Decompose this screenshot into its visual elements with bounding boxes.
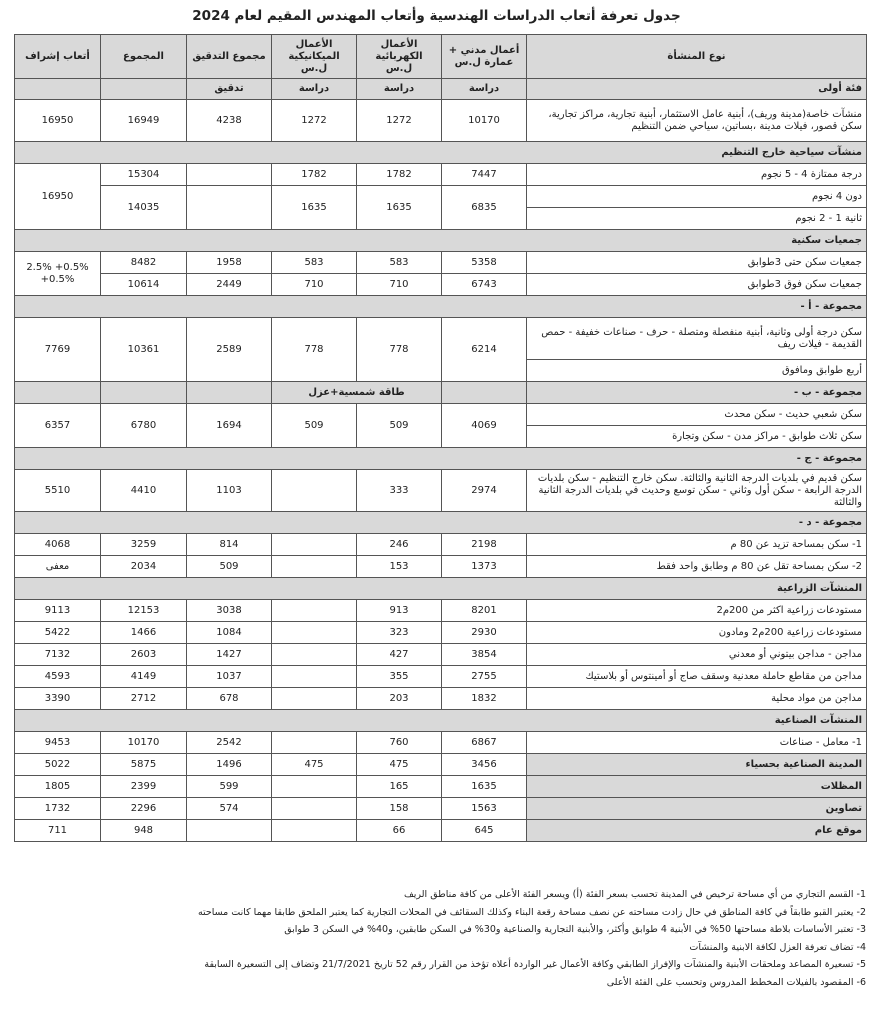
type-cell: درجة ممتازة 4 - 5 نجوم — [527, 164, 867, 186]
elec-cell: 913 — [357, 600, 442, 622]
total-cell: 2712 — [101, 688, 187, 710]
category-row — [15, 230, 867, 252]
total-cell: 10170 — [101, 732, 187, 754]
supervision-cell: 16950 — [15, 100, 101, 142]
supervision-cell: 7769 — [15, 318, 101, 382]
audit-cell — [187, 186, 272, 230]
total-cell: 2603 — [101, 644, 187, 666]
elec-cell: 203 — [357, 688, 442, 710]
mech-cell: 475 — [272, 754, 357, 776]
supervision-cell: 5422 — [15, 622, 101, 644]
table-row — [15, 556, 867, 578]
elec-cell: 1272 — [357, 100, 442, 142]
total-cell: 4149 — [101, 666, 187, 688]
audit-cell: 4238 — [187, 100, 272, 142]
civil-cell: 2974 — [442, 470, 527, 512]
elec-cell: 427 — [357, 644, 442, 666]
supervision-cell: 1805 — [15, 776, 101, 798]
footnote: 1- القسم التجاري من أي مساحة ترخيص في المدينة تحسب بسعر الفئة (أ) ويسعر الفئة الأعلى من كافة مناطق الريف — [403, 889, 866, 900]
supervision-cell: 4068 — [15, 534, 101, 556]
table-row — [15, 186, 867, 208]
mech-cell — [272, 622, 357, 644]
supervision-cell: 16950 — [15, 164, 101, 230]
civil-cell: 1373 — [442, 556, 527, 578]
header-supervision: أتعاب إشراف — [15, 35, 101, 79]
footnotes — [14, 886, 866, 991]
supervision-cell: 0.5%+ 2.5% 0.5%+ — [15, 252, 101, 296]
elec-cell: 710 — [357, 274, 442, 296]
supervision-cell — [15, 382, 101, 404]
type-cell: المظلات — [527, 776, 867, 798]
type-cell: جمعيات سكن فوق 3طوابق — [527, 274, 867, 296]
mech-cell — [272, 644, 357, 666]
civil-cell: 5358 — [442, 252, 527, 274]
type-cell: سكن قديم في بلديات الدرجة الثانية والثالثة. سكن خارج التنظيم - سكن بلديات الدرجة الرابعة - سكن أول وثاني - سكن توسع وحديث في بلديات الدرجة الثانية والثالثة — [527, 470, 867, 512]
civil-cell: دراسة — [442, 79, 527, 100]
elec-cell: 355 — [357, 666, 442, 688]
elec-cell: 778 — [357, 318, 442, 382]
type-cell: سكن ثلاث طوابق - مراكز مدن - سكن وتجارة — [527, 426, 867, 448]
type-cell: المدينة الصناعية بحسياء — [527, 754, 867, 776]
type-cell: مداجن من مقاطع حاملة معدنية وسقف صاج أو أمينتوس أو بلاستيك — [527, 666, 867, 688]
civil-cell: 6743 — [442, 274, 527, 296]
header-row — [15, 35, 867, 79]
total-cell: 5875 — [101, 754, 187, 776]
elec-cell: 246 — [357, 534, 442, 556]
civil-cell: 645 — [442, 820, 527, 842]
audit-cell: 3038 — [187, 600, 272, 622]
header-elec: الأعمال الكهربائية ل.س — [357, 35, 442, 79]
elec-cell: 760 — [357, 732, 442, 754]
table-row — [15, 252, 867, 274]
audit-cell: 814 — [187, 534, 272, 556]
type-cell: أربع طوابق ومافوق — [527, 360, 867, 382]
supervision-cell: معفى — [15, 556, 101, 578]
header-total: المجموع — [101, 35, 187, 79]
table-row — [15, 798, 867, 820]
mech-cell: 1635 — [272, 186, 357, 230]
elec-cell: 153 — [357, 556, 442, 578]
type-cell: مستودعات زراعية 200م2 ومادون — [527, 622, 867, 644]
table-row — [15, 776, 867, 798]
audit-cell: 1694 — [187, 404, 272, 448]
type-cell: موقع عام — [527, 820, 867, 842]
mech-cell — [272, 820, 357, 842]
mech-cell — [272, 688, 357, 710]
footnote: 3- تعتبر الأساسات بلاطة مساحتها 50% في الأبنية 4 طوابق وأكثر، والأبنية التجارية والصناعية و30% في السكن طابقين، و40% في السكن 3 طوابق — [284, 924, 866, 935]
supervision-cell: 9113 — [15, 600, 101, 622]
elec-cell: 475 — [357, 754, 442, 776]
total-cell: 15304 — [101, 164, 187, 186]
table-row — [15, 754, 867, 776]
mech-cell: 509 — [272, 404, 357, 448]
civil-cell: 6214 — [442, 318, 527, 382]
type-cell: دون 4 نجوم — [527, 186, 867, 208]
mech-cell — [272, 776, 357, 798]
elec-cell: 323 — [357, 622, 442, 644]
table-row — [15, 534, 867, 556]
header-civil: أعمال مدني + عمارة ل.س — [442, 35, 527, 79]
supervision-cell: 7132 — [15, 644, 101, 666]
mech-cell — [272, 732, 357, 754]
type-cell: ثانية 1 - 2 نجوم — [527, 208, 867, 230]
mech-cell — [272, 600, 357, 622]
audit-cell: 1103 — [187, 470, 272, 512]
table-row — [15, 318, 867, 360]
civil-cell: 1635 — [442, 776, 527, 798]
total-cell: 1466 — [101, 622, 187, 644]
mech-cell — [272, 470, 357, 512]
category-row — [15, 79, 867, 100]
table-row — [15, 404, 867, 426]
mech-cell — [272, 534, 357, 556]
category-row — [15, 710, 867, 732]
category-row — [15, 296, 867, 318]
category-label: مجموعة - ب - — [527, 382, 867, 404]
civil-cell: 4069 — [442, 404, 527, 448]
total-cell: 12153 — [101, 600, 187, 622]
civil-cell: 2930 — [442, 622, 527, 644]
supervision-cell: 1732 — [15, 798, 101, 820]
civil-cell: 6835 — [442, 186, 527, 230]
category-label: جمعيات سكنية — [15, 230, 867, 252]
table-row — [15, 820, 867, 842]
audit-cell: 509 — [187, 556, 272, 578]
type-cell: 1- معامل - صناعات — [527, 732, 867, 754]
supervision-cell: 4593 — [15, 666, 101, 688]
table-row — [15, 688, 867, 710]
table-row — [15, 470, 867, 512]
civil-cell: 2755 — [442, 666, 527, 688]
footnote: 5- تسعيرة المصاعد وملحقات الأبنية والمنشآت والإفراز الطابقي وكافة الأعمال غير الواردة أعلاه تؤخذ من القرار رقم 52 تاريخ 21/7/2021 وتضاف إلى التسعيرة السابقة — [204, 959, 866, 970]
type-cell: مداجن - مداجن بيتوني أو معدني — [527, 644, 867, 666]
civil-cell — [442, 382, 527, 404]
civil-cell: 7447 — [442, 164, 527, 186]
total-cell: 4410 — [101, 470, 187, 512]
type-cell: تصاوين — [527, 798, 867, 820]
table-row — [15, 164, 867, 186]
type-cell: سكن درجة أولى وثانية، أبنية منفصلة ومتصلة - حرف - صناعات خفيفة - حمص القديمة - فيلات ريف — [527, 318, 867, 360]
type-cell: منشآت خاصة(مدينة وريف)، أبنية عامل الاستثمار، أبنية تجارية، مراكز تجارية، سكن قصور، فيلات مدينة ،بساتين، سياحي ضمن التنظيم — [527, 100, 867, 142]
audit-cell: 1037 — [187, 666, 272, 688]
mech-cell: 710 — [272, 274, 357, 296]
elec-cell: 1782 — [357, 164, 442, 186]
audit-cell: 2449 — [187, 274, 272, 296]
mech-cell: دراسة — [272, 79, 357, 100]
total-cell: 2034 — [101, 556, 187, 578]
type-cell: سكن شعبي حديث - سكن محدث — [527, 404, 867, 426]
supervision-cell — [15, 79, 101, 100]
civil-cell: 10170 — [442, 100, 527, 142]
solar-insulation-note: طاقة شمسية+عزل — [272, 382, 442, 404]
category-row — [15, 512, 867, 534]
elec-cell: 509 — [357, 404, 442, 448]
category-label: مجموعة - د - — [15, 512, 867, 534]
mech-cell — [272, 798, 357, 820]
fees-table — [14, 34, 867, 842]
mech-cell: 583 — [272, 252, 357, 274]
mech-cell: 1782 — [272, 164, 357, 186]
table-row — [15, 274, 867, 296]
table-row — [15, 622, 867, 644]
type-cell: مداجن من مواد محلية — [527, 688, 867, 710]
audit-cell: 1427 — [187, 644, 272, 666]
total-cell: 16949 — [101, 100, 187, 142]
elec-cell: 66 — [357, 820, 442, 842]
audit-cell: 2589 — [187, 318, 272, 382]
total-cell: 10614 — [101, 274, 187, 296]
type-cell: مستودعات زراعية اكثر من 200م2 — [527, 600, 867, 622]
footnote: 2- يعتبر القبو طابقاً في كافة المناطق في حال زادت مساحته عن نصف مساحة رقعة البناء وكذلك السقائف في المحلات التجارية كما يعتبر الملحق طابقا مهما كانت مساحته — [197, 906, 866, 918]
type-cell: جمعيات سكن حتى 3طوابق — [527, 252, 867, 274]
document-title: جدول تعرفة أتعاب الدراسات الهندسية وأتعاب المهندس المقيم لعام 2024 — [192, 8, 681, 24]
supervision-cell: 711 — [15, 820, 101, 842]
footnote: 4- تضاف تعرفة العزل لكافة الابنية والمنشآت — [689, 941, 866, 953]
total-cell: 8482 — [101, 252, 187, 274]
table-row — [15, 644, 867, 666]
total-cell — [101, 382, 187, 404]
audit-cell: 599 — [187, 776, 272, 798]
category-row — [15, 382, 867, 404]
table-row — [15, 666, 867, 688]
mech-cell: 1272 — [272, 100, 357, 142]
civil-cell: 2198 — [442, 534, 527, 556]
type-cell: 2- سكن بمساحة تقل عن 80 م وطابق واحد فقط — [527, 556, 867, 578]
table-row — [15, 600, 867, 622]
elec-cell: 583 — [357, 252, 442, 274]
supervision-cell: 9453 — [15, 732, 101, 754]
elec-cell: دراسة — [357, 79, 442, 100]
audit-cell — [187, 820, 272, 842]
table-row — [15, 732, 867, 754]
audit-cell: 678 — [187, 688, 272, 710]
audit-cell: 1958 — [187, 252, 272, 274]
civil-cell: 1563 — [442, 798, 527, 820]
total-cell: 2296 — [101, 798, 187, 820]
mech-cell: 778 — [272, 318, 357, 382]
footnote: 6- المقصود بالفيلات المخطط المدروس وتحسب على الفئة الأعلى — [606, 976, 866, 988]
category-label: المنشآت الصناعية — [15, 710, 867, 732]
category-label: مجموعة - ج - — [15, 448, 867, 470]
audit-cell — [187, 164, 272, 186]
type-cell: 1- سكن بمساحة تزيد عن 80 م — [527, 534, 867, 556]
civil-cell: 6867 — [442, 732, 527, 754]
audit-cell: 2542 — [187, 732, 272, 754]
audit-cell: 1496 — [187, 754, 272, 776]
category-row — [15, 142, 867, 164]
audit-cell — [187, 382, 272, 404]
category-label: مجموعة - أ - — [15, 296, 867, 318]
total-cell: 2399 — [101, 776, 187, 798]
civil-cell: 3456 — [442, 754, 527, 776]
elec-cell: 333 — [357, 470, 442, 512]
total-cell: 948 — [101, 820, 187, 842]
total-cell: 3259 — [101, 534, 187, 556]
audit-cell: 574 — [187, 798, 272, 820]
civil-cell: 8201 — [442, 600, 527, 622]
elec-cell: 165 — [357, 776, 442, 798]
category-row — [15, 578, 867, 600]
mech-cell — [272, 666, 357, 688]
category-label: المنشآت الزراعية — [15, 578, 867, 600]
elec-cell: 1635 — [357, 186, 442, 230]
total-cell — [101, 79, 187, 100]
header-audit: مجموع التدقيق — [187, 35, 272, 79]
category-row — [15, 448, 867, 470]
category-label: فئة أولى — [527, 79, 867, 100]
category-label: منشآت سياحية خارج التنظيم — [15, 142, 867, 164]
supervision-cell: 6357 — [15, 404, 101, 448]
mech-cell — [272, 556, 357, 578]
table-row — [15, 100, 867, 142]
audit-cell: 1084 — [187, 622, 272, 644]
civil-cell: 1832 — [442, 688, 527, 710]
audit-cell: تدقيق — [187, 79, 272, 100]
total-cell: 14035 — [101, 186, 187, 230]
total-cell: 6780 — [101, 404, 187, 448]
supervision-cell: 3390 — [15, 688, 101, 710]
supervision-cell: 5510 — [15, 470, 101, 512]
header-mech: الأعمال الميكانيكية ل.س — [272, 35, 357, 79]
total-cell: 10361 — [101, 318, 187, 382]
header-type: نوع المنشأة — [527, 35, 867, 79]
elec-cell: 158 — [357, 798, 442, 820]
civil-cell: 3854 — [442, 644, 527, 666]
supervision-cell: 5022 — [15, 754, 101, 776]
